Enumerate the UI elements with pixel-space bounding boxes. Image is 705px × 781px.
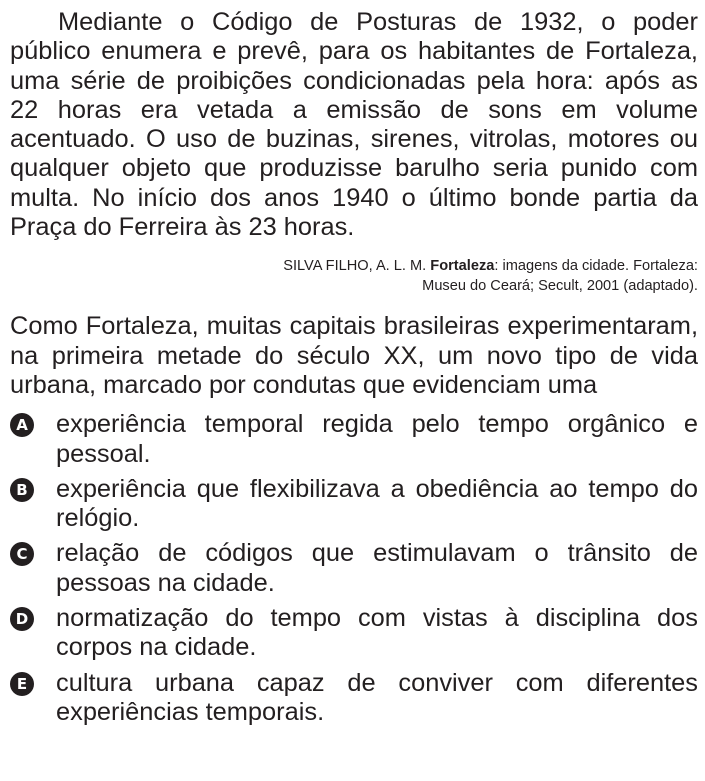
option-e[interactable] — [10, 669, 698, 728]
citation-rest: : imagens da cidade. Fortaleza: — [494, 258, 698, 275]
option-text: experiência que flexibilizava a obediência ao tempo do relógio. — [56, 474, 698, 533]
option-c[interactable] — [10, 539, 698, 598]
option-b[interactable] — [10, 475, 698, 534]
citation-author: SILVA FILHO, A. L. M. — [283, 258, 427, 275]
option-letter-badge: D — [10, 607, 34, 631]
citation-line-2: Museu do Ceará; Secult, 2001 (adaptado). — [422, 278, 698, 295]
option-text: experiência temporal regida pelo tempo orgânico e pessoal. — [56, 410, 698, 468]
option-a[interactable] — [10, 410, 698, 469]
citation-title: Fortaleza — [430, 258, 495, 275]
option-d[interactable] — [10, 604, 698, 663]
source-citation — [10, 256, 698, 296]
passage-text: Mediante o Código de Posturas de 1932, o poder público enumera e prevê, para os habitantes de Fortaleza, uma série de proibições condicionadas pela hora: após as 22 horas era vetada a emissão de sons em volume acentuado. O uso de buzinas, sirenes, vitrolas, motores ou qualquer objeto que produzisse barulho seria punido com multa. No início dos anos 1940 o último bonde partia da Praça do Ferreira às 23 horas. — [10, 8, 698, 242]
answer-options — [10, 410, 698, 727]
option-letter-badge: B — [10, 478, 34, 502]
option-text: cultura urbana capaz de conviver com diferentes experiências temporais. — [56, 668, 698, 726]
option-letter-badge: A — [10, 413, 34, 437]
question-stem: Como Fortaleza, muitas capitais brasileiras experimentaram, na primeira metade do século XX, um novo tipo de vida urbana, marcado por condutas que evidenciam uma — [10, 312, 698, 399]
option-text: relação de códigos que estimulavam o trânsito de pessoas na cidade. — [56, 539, 698, 597]
option-letter-badge: C — [10, 542, 34, 566]
citation-line-1 — [10, 256, 698, 276]
option-letter-badge: E — [10, 672, 34, 696]
question-page — [10, 8, 698, 733]
option-text: normatização do tempo com vistas à disciplina dos corpos na cidade. — [56, 604, 698, 662]
